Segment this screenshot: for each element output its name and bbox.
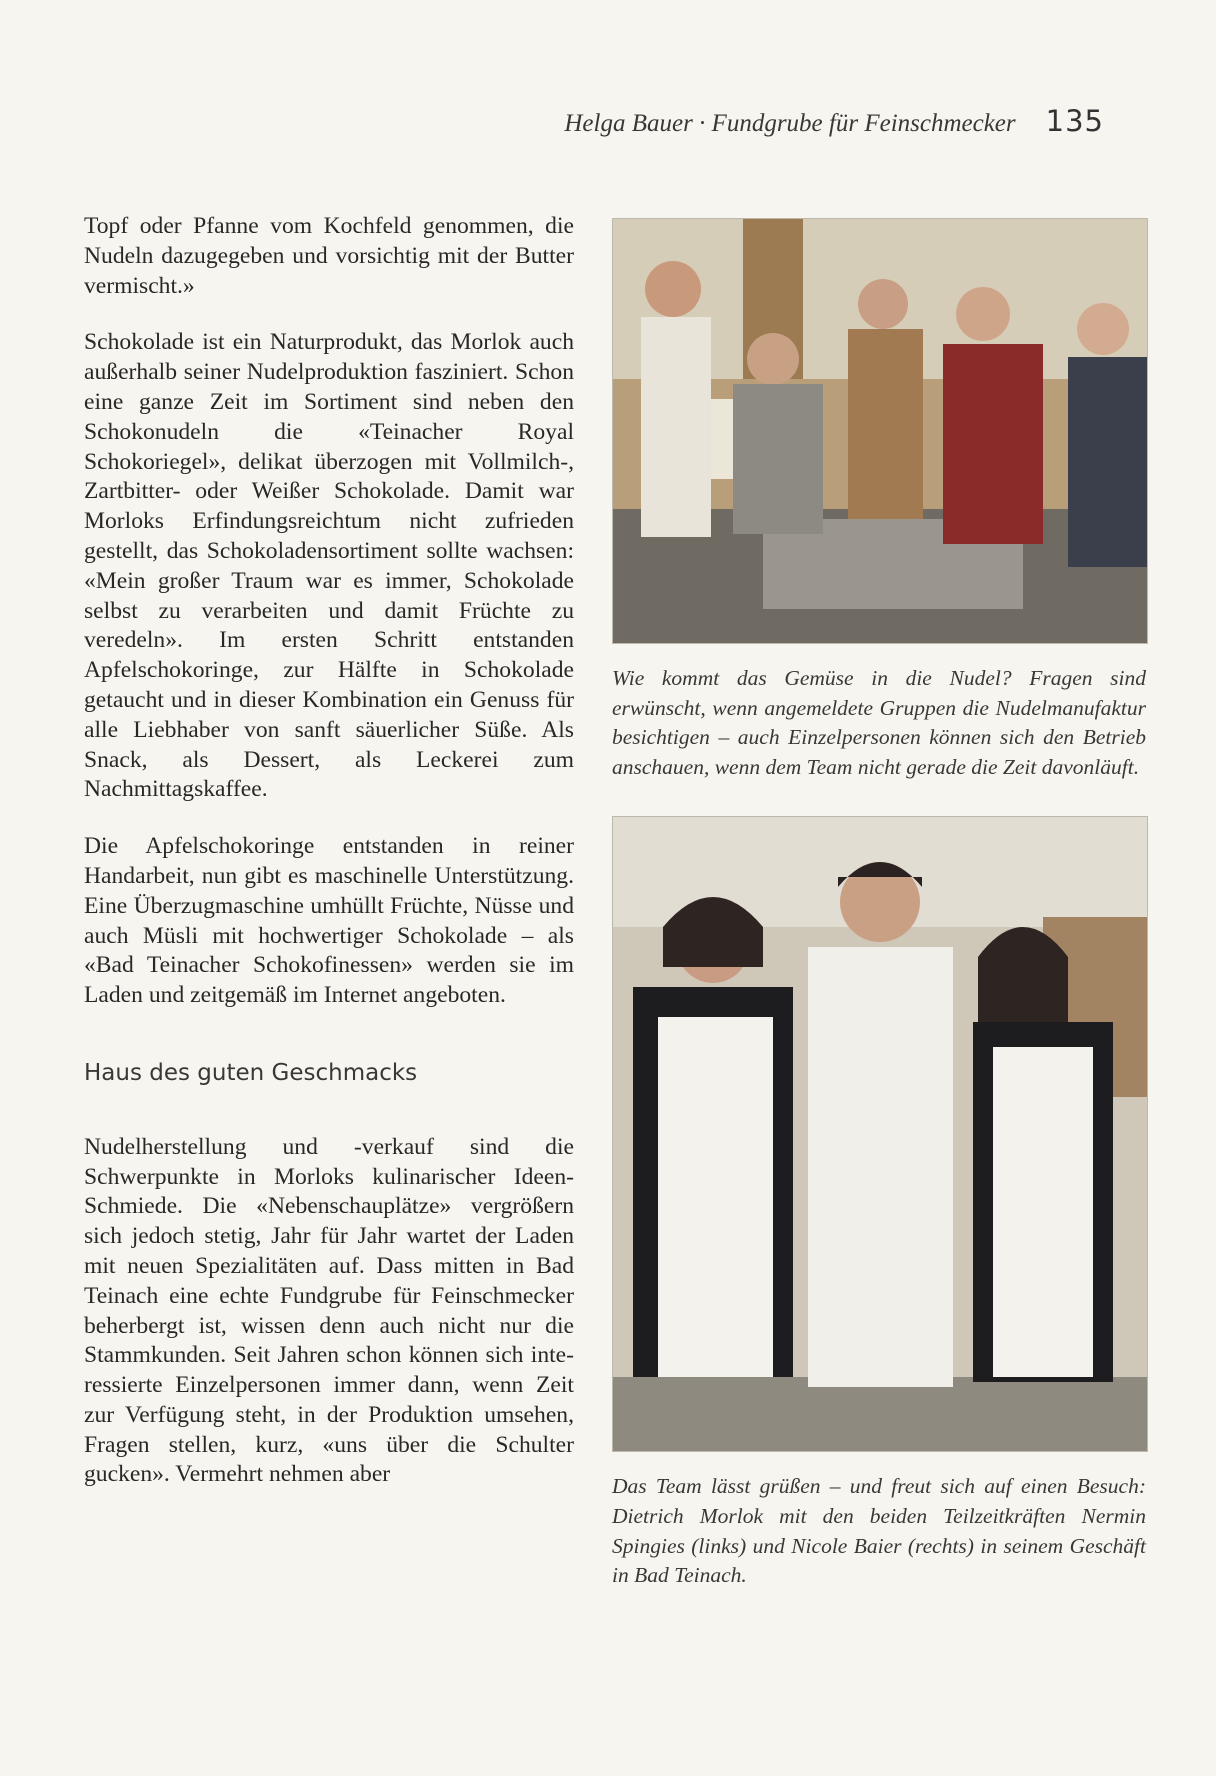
figure-caption: Das Team lässt grüßen – und freut sich auf einen Besuch: Dietrich Morlok mit den beiden Teilzeitkräften Nermin Spingies (links) und Nicole Baier (rechts) in seinem Geschäft in Bad Teinach. xyxy=(612,1474,1146,1588)
text-column xyxy=(84,212,574,1517)
photo-noodle-workshop-illustration xyxy=(613,219,1147,643)
figure-caption: Wie kommt das Gemüse in die Nudel? Fragen sind erwünscht, wenn angemeldete Gruppen die Nudelmanufaktur besichtigen – auch Einzelpersonen können sich den Betrieb anschauen, wenn dem Team nicht gerade die Zeit davonläuft. xyxy=(612,666,1146,779)
page-number: 135 xyxy=(1045,104,1104,138)
figure-column xyxy=(612,218,1146,1591)
photo-team-illustration xyxy=(613,817,1147,1451)
paragraph: Nudelherstellung und -verkauf sind die Schwerpunkte in Morloks kulinarischer Ideen-Schmiede. Die «Nebenschauplätze» vergrößern sich jedoch stetig, Jahr für Jahr wartet der Laden mit neuen Spezialitäten auf. Dass mitten in Bad Teinach eine echte Fundgrube für Feinschmecker beherbergt ist, wissen denn auch nicht nur die Stammkunden. Seit Jahren schon können sich interessierte Einzelpersonen immer dann, wenn Zeit zur Verfügung steht, in der Produktion umsehen, Fragen stellen, kurz, «uns über die Schulter gucken». Vermehrt nehmen aber xyxy=(84,1133,574,1488)
section-heading: Haus des guten Geschmacks xyxy=(84,1059,418,1086)
paragraph: Schokolade ist ein Naturprodukt, das Morlok auch außerhalb seiner Nudelproduktion fasziniert. Schon eine ganze Zeit im Sortiment sind neben den Schokonudeln die «Teinacher Royal Schokoriegel», delikat überzogen mit Vollmilch-, Zartbitter- oder Weißer Schokolade. Damit war Morloks Erfindungsreichtum nicht zufrieden gestellt, das Schokoladensortiment sollte wachsen: «Mein großer Traum war es immer, Schokolade selbst zu verarbeiten und damit Früchte zu veredeln». Im ersten Schritt entstanden Apfelschokoringe, zur Hälfte in Schokolade getaucht und in dieser Kombination ein Genuss für alle Liebhaber von sanft säuerlicher Süße. Als Snack, als Dessert, als Leckerei zum Nachmittagskaffee. xyxy=(84,329,574,803)
photo-team xyxy=(612,816,1148,1452)
photo-noodle-workshop xyxy=(612,218,1148,644)
paragraph: Topf oder Pfanne vom Kochfeld genommen, die Nudeln dazugegeben und vorsichtig mit der Butter vermischt.» xyxy=(84,213,574,299)
running-title: Helga Bauer · Fundgrube für Feinschmecker xyxy=(564,110,1016,137)
running-head xyxy=(84,104,1104,138)
paragraph: Die Apfelschokoringe entstanden in reiner Handarbeit, nun gibt es maschinelle Unterstützung. Eine Überzugmaschine umhüllt Früchte, Nüsse und auch Müsli mit hochwertiger Schokolade – als «Bad Teinacher Schokofinessen» werden sie im Laden und zeitgemäß im Internet angeboten. xyxy=(84,833,574,1009)
